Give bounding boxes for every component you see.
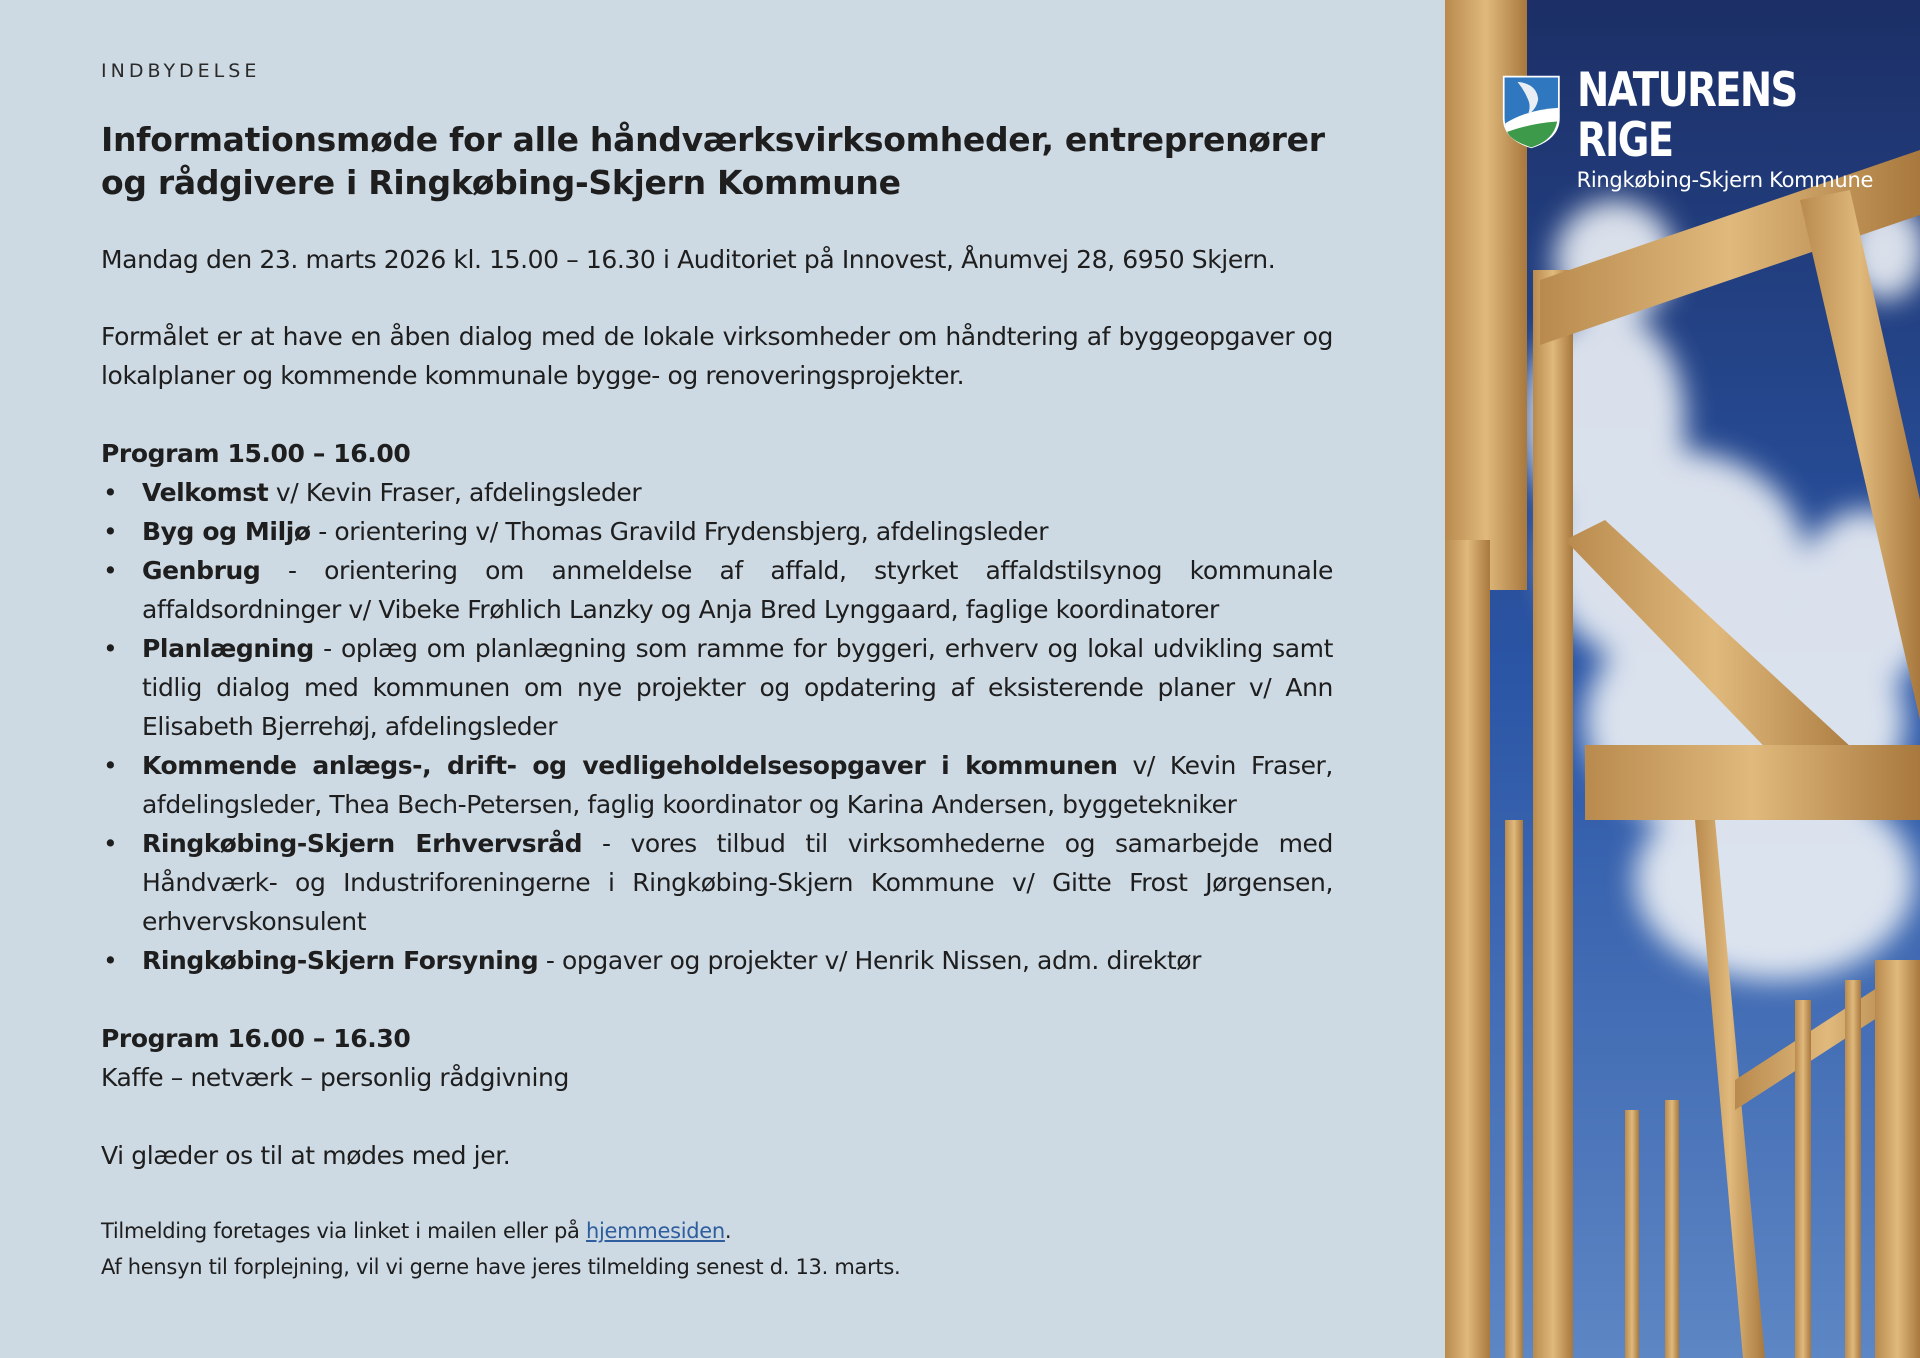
item-title: Byg og Miljø	[142, 517, 311, 546]
purpose-text: Formålet er at have en åben dialog med de lokale virksomheder om håndtering af byggeopgaver og lokalplaner og kommende kommunale bygge- og renoveringsprojekter.	[101, 322, 1333, 390]
item-title: Velkomst	[142, 478, 269, 507]
list-item	[101, 746, 1333, 824]
signup-prefix: Tilmelding foretages via linket i mailen eller på	[101, 1219, 586, 1243]
list-item	[101, 473, 1333, 512]
page-title: Informationsmøde for alle håndværksvirksomheder, entreprenører og rådgivere i Ringkøbing-Skjern Kommune	[101, 120, 1325, 202]
event-date: Mandag den 23. marts 2026 kl. 15.00 – 16.30 i Auditoriet på Innovest, Ånumvej 28, 6950 Skjern.	[101, 245, 1276, 274]
item-title: Ringkøbing-Skjern Forsyning	[142, 946, 539, 975]
closing-text: Vi glæder os til at mødes med jer.	[101, 1141, 511, 1170]
list-item	[101, 824, 1333, 941]
item-title: Ringkøbing-Skjern Erhvervsråd	[142, 829, 583, 858]
signup-suffix: .	[724, 1219, 732, 1243]
list-item	[101, 629, 1333, 746]
deadline-text: Af hensyn til forplejning, vil vi gerne have jeres tilmelding senest d. 13. marts.	[101, 1255, 901, 1279]
program2-heading: Program 16.00 – 16.30	[101, 1024, 411, 1053]
program2-text: Kaffe – netværk – personlig rådgivning	[101, 1063, 569, 1092]
list-item	[101, 551, 1333, 629]
construction-photo	[1445, 0, 1920, 1358]
item-text: - opgaver og projekter v/ Henrik Nissen, adm. direktør	[538, 946, 1202, 975]
logo-subtitle: Ringkøbing-Skjern Kommune	[1576, 168, 1874, 192]
item-text: - oplæg om planlægning som ramme for byggeri, erhverv og lokal udvikling samt tidlig dialog med kommunen om nye projekter og opdatering af eksisterende planer v/ Ann Elisabeth Bjerrehøj, afdelingsleder	[142, 634, 1333, 741]
item-title: Kommende anlægs-, drift- og vedligeholdelsesopgaver i kommunen	[142, 751, 1118, 780]
item-text: - orientering om anmeldelse af affald, styrket affaldstilsynog kommunale affaldsordninger v/ Vibeke Frøhlich Lanzky og Anja Bred Lynggaard, faglige koordinatorer	[142, 556, 1333, 624]
item-text: - vores tilbud til virksomhederne og samarbejde med Håndværk- og Industriforeningerne i Ringkøbing-Skjern Kommune v/ Gitte Frost Jørgensen, erhvervskonsulent	[142, 829, 1333, 936]
homepage-link[interactable]: hjemmesiden	[585, 1219, 725, 1243]
program1-heading: Program 15.00 – 16.00	[101, 439, 411, 468]
list-item	[101, 941, 1333, 980]
eyebrow-label: INDBYDELSE	[101, 60, 261, 82]
item-title: Genbrug	[142, 556, 261, 585]
item-text: - orientering v/ Thomas Gravild Frydensbjerg, afdelingsleder	[310, 517, 1049, 546]
item-title: Planlægning	[142, 634, 314, 663]
municipality-logo	[1502, 63, 1920, 192]
logo-title: NATURENS RIGE	[1576, 63, 1797, 168]
item-text: v/ Kevin Fraser, afdelingsleder	[268, 478, 642, 507]
item-text: v/ Kevin Fraser, afdelingsleder, Thea Bech-Petersen, faglig koordinator og Karina Andersen, byggetekniker	[142, 751, 1333, 819]
coat-of-arms-icon	[1502, 69, 1561, 155]
invitation-content	[101, 60, 1333, 1285]
list-item	[101, 512, 1333, 551]
program1-list	[101, 473, 1333, 980]
signup-text	[101, 1213, 1333, 1249]
